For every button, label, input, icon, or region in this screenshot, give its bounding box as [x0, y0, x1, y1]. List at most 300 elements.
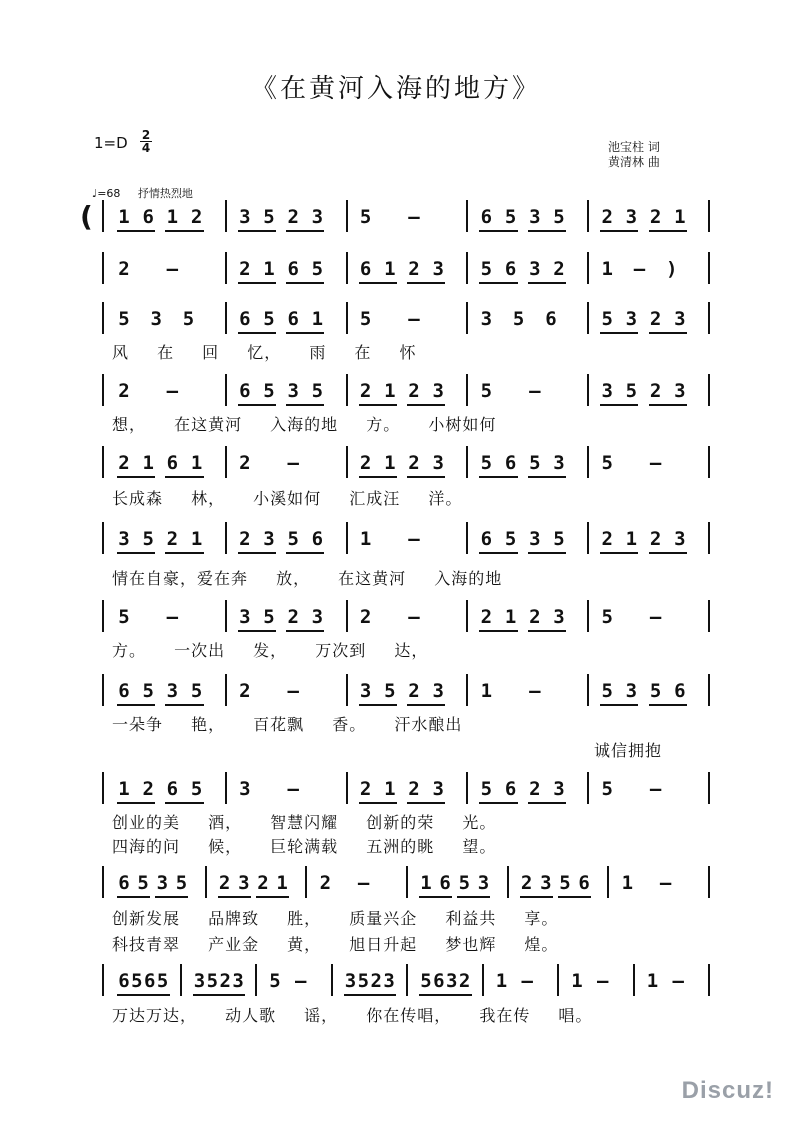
note: 2	[118, 258, 130, 280]
note: –	[287, 680, 299, 702]
note: 2	[529, 606, 541, 628]
bar-line	[346, 302, 348, 334]
note: 5	[529, 452, 541, 474]
score-row1	[0, 200, 792, 266]
beam	[528, 630, 566, 632]
bar-line	[102, 674, 104, 706]
note: 1	[384, 452, 396, 474]
bar-line	[466, 200, 468, 232]
beam	[479, 282, 517, 284]
lyric-line: 创新发展 品牌致 胜， 质量兴企 利益共 享。	[112, 909, 559, 928]
note: 3	[311, 606, 324, 628]
bar-line	[466, 374, 468, 406]
tempo-marking	[92, 185, 193, 201]
note: 3	[529, 258, 541, 280]
note: 1	[276, 872, 288, 894]
lyric-line: 创业的美 酒， 智慧闪耀 创新的荣 光。	[112, 813, 497, 832]
note: 2	[359, 452, 372, 474]
note: 6	[433, 970, 445, 992]
beam	[165, 476, 203, 478]
note: 1	[621, 872, 634, 894]
bar-line	[346, 772, 348, 804]
note: 3	[432, 258, 444, 280]
time-sig-top: 2	[141, 128, 151, 142]
note: 1	[384, 380, 396, 402]
note: 6	[504, 452, 517, 474]
lyric-line: 风 在 回 忆， 雨 在 怀	[112, 343, 417, 362]
bar-line	[225, 374, 227, 406]
note: 5	[420, 970, 432, 992]
bar-line	[708, 374, 710, 406]
beam	[407, 704, 445, 706]
note: 3	[674, 380, 686, 402]
composer: 黄清林 曲	[608, 155, 660, 169]
note: 2	[359, 778, 372, 800]
bar-line	[557, 964, 559, 996]
bar-line	[587, 446, 589, 478]
note: 3	[625, 308, 638, 330]
beam	[143, 994, 170, 996]
note: 3	[625, 680, 638, 702]
beam	[407, 476, 445, 478]
beam	[457, 896, 490, 898]
bar-line	[225, 772, 227, 804]
beam	[155, 896, 188, 898]
note: 2	[190, 206, 203, 228]
note: 6	[439, 872, 451, 894]
note: 5	[118, 308, 130, 330]
note: 2	[553, 258, 565, 280]
note: –	[408, 528, 420, 550]
note: 2	[408, 258, 420, 280]
note: 3	[432, 680, 444, 702]
bar-line	[102, 374, 104, 406]
beam	[238, 630, 276, 632]
note: 5	[357, 970, 370, 992]
beam	[407, 802, 445, 804]
beam	[419, 994, 446, 996]
beam	[165, 802, 203, 804]
note: 5	[559, 872, 571, 894]
note: –	[597, 970, 609, 992]
note: 2	[649, 528, 662, 550]
bar-line	[708, 866, 710, 898]
note: 1	[263, 258, 275, 280]
note: 6	[287, 308, 299, 330]
bar-line	[708, 772, 710, 804]
bar-line	[466, 446, 468, 478]
note: 2	[239, 680, 251, 702]
note: –	[408, 606, 420, 628]
bar-line	[708, 522, 710, 554]
bar-line	[102, 772, 104, 804]
note: 2	[520, 872, 533, 894]
note: 6	[504, 258, 517, 280]
note: 3	[529, 528, 541, 550]
note: 2	[166, 528, 179, 550]
beam	[117, 896, 150, 898]
note: 1	[118, 778, 130, 800]
note: 6	[142, 206, 154, 228]
beam	[359, 476, 397, 478]
note: 3	[166, 680, 179, 702]
open-paren: (	[80, 200, 93, 233]
bar-line	[587, 674, 589, 706]
beam	[117, 476, 155, 478]
note: 3	[118, 528, 130, 550]
song-title: 《在黄河入海的地方》	[250, 74, 541, 104]
note: 3	[150, 308, 162, 330]
note: 3	[553, 452, 565, 474]
note: 3	[625, 206, 638, 228]
bar-line	[406, 866, 408, 898]
beam	[649, 404, 687, 406]
note: 3	[238, 872, 250, 894]
note: 5	[131, 970, 143, 992]
bar-line	[225, 446, 227, 478]
beam	[359, 704, 397, 706]
note: –	[166, 380, 179, 402]
bar-line	[225, 674, 227, 706]
note: –	[649, 778, 662, 800]
note: 2	[239, 528, 251, 550]
beam	[238, 552, 276, 554]
note: 1	[384, 778, 396, 800]
bar-line	[633, 964, 635, 996]
note: 5	[384, 680, 396, 702]
note: 5	[601, 778, 613, 800]
note: 3	[311, 206, 324, 228]
bar-line	[708, 302, 710, 334]
note: 3	[432, 452, 444, 474]
note: 2	[649, 206, 662, 228]
note: 5	[480, 380, 493, 402]
bar-line	[205, 866, 207, 898]
note: 5	[156, 970, 169, 992]
note: 6	[239, 308, 251, 330]
beam	[286, 404, 324, 406]
note: 2	[118, 380, 130, 402]
note: –	[166, 606, 179, 628]
note: 2	[287, 606, 299, 628]
beam	[238, 404, 276, 406]
beam	[218, 994, 245, 996]
beam	[479, 552, 517, 554]
bar-line	[466, 772, 468, 804]
bar-line	[225, 200, 227, 232]
note: 6	[480, 206, 493, 228]
note: 2	[408, 452, 420, 474]
expression-marking: 抒情热烈地	[137, 187, 193, 200]
beam	[407, 282, 445, 284]
beam	[359, 404, 397, 406]
note: 1	[359, 528, 372, 550]
lyric-line: 万达万达， 动人歌 谣， 你在传唱， 我在传 唱。	[112, 1006, 593, 1025]
note: 5	[601, 680, 613, 702]
lyric-line: 科技青翠 产业金 黄， 旭日升起 梦也辉 煌。	[112, 935, 559, 954]
note: 2	[219, 970, 231, 992]
note: 1	[571, 970, 583, 992]
note: 2	[239, 258, 251, 280]
note: 5	[359, 206, 372, 228]
note: –	[408, 206, 420, 228]
note: 1	[142, 452, 154, 474]
beam	[528, 476, 566, 478]
beam	[407, 404, 445, 406]
beam	[600, 332, 638, 334]
lyric-line: 方。 一次出 发， 万次到 达，	[112, 641, 429, 660]
bar-line	[346, 200, 348, 232]
bar-line	[708, 446, 710, 478]
note: –	[287, 778, 299, 800]
note: 5	[601, 606, 613, 628]
beam	[558, 896, 591, 898]
note: 5	[142, 528, 154, 550]
bar-line	[102, 252, 104, 284]
bar-line	[587, 252, 589, 284]
note: 6	[480, 528, 493, 550]
note: 2	[359, 380, 372, 402]
bar-line	[587, 522, 589, 554]
note: 6	[118, 970, 130, 992]
bar-line	[708, 200, 710, 232]
note: 1	[495, 970, 508, 992]
beam	[117, 994, 144, 996]
note: 2	[649, 308, 662, 330]
note: 5	[480, 452, 493, 474]
note: 1	[166, 206, 179, 228]
note: –	[649, 452, 662, 474]
beam	[286, 552, 324, 554]
note: –	[166, 258, 179, 280]
note: 5	[190, 680, 203, 702]
bar-line	[180, 964, 182, 996]
note: 3	[477, 872, 490, 894]
beam	[256, 896, 289, 898]
note: 2	[601, 528, 613, 550]
bar-line	[466, 252, 468, 284]
note: 5	[206, 970, 219, 992]
note: 2	[118, 452, 130, 474]
note: 1	[601, 258, 613, 280]
note: 5	[118, 606, 130, 628]
bar-line	[225, 252, 227, 284]
note: –	[633, 258, 646, 280]
note: –	[672, 970, 684, 992]
time-signature	[140, 129, 152, 154]
beam	[419, 896, 452, 898]
note: 6	[674, 680, 686, 702]
note: 5	[601, 452, 613, 474]
beam	[445, 994, 472, 996]
note: 3	[359, 680, 372, 702]
beam	[238, 332, 276, 334]
note: 2	[408, 680, 420, 702]
note: –	[659, 872, 672, 894]
beam	[165, 704, 203, 706]
note: 3	[432, 778, 444, 800]
beam	[218, 896, 251, 898]
bar-line	[587, 200, 589, 232]
note: –	[529, 680, 541, 702]
note: 6	[578, 872, 590, 894]
beam	[600, 704, 638, 706]
note: 5	[480, 258, 493, 280]
credits	[608, 140, 660, 170]
beam	[600, 552, 638, 554]
note: 3	[239, 606, 251, 628]
lyric-line: 想， 在这黄河 入海的地 方。 小树如何	[112, 415, 497, 434]
beam	[238, 282, 276, 284]
beam	[117, 552, 155, 554]
note: 2	[480, 606, 493, 628]
note: 3	[540, 872, 552, 894]
beam	[479, 476, 517, 478]
beam	[238, 230, 276, 232]
bar-line	[466, 674, 468, 706]
bar-line	[466, 522, 468, 554]
note: 5	[512, 308, 525, 330]
note: 3	[446, 970, 458, 992]
note: 2	[142, 778, 154, 800]
note: 2	[257, 872, 269, 894]
note: 3	[263, 528, 275, 550]
note: 5	[269, 970, 281, 992]
lyric-line: 情在自豪，爱在奔 放， 在这黄河 入海的地	[112, 569, 503, 588]
note: 2	[218, 872, 231, 894]
note: 5	[601, 308, 613, 330]
bar-line	[587, 302, 589, 334]
bar-line	[305, 866, 307, 898]
note: 2	[239, 452, 251, 474]
note: 1	[311, 308, 324, 330]
beam	[286, 332, 324, 334]
note: 2	[601, 206, 613, 228]
bar-line	[225, 600, 227, 632]
note: 2	[370, 970, 382, 992]
note: 2	[458, 970, 471, 992]
note: –	[408, 308, 420, 330]
note: 1	[625, 528, 638, 550]
lyric-line: 一朵争 艳， 百花飘 香。 汗水酿出	[112, 715, 463, 734]
tempo-value: ♩=68	[92, 187, 121, 200]
lyric-line: 长成森 林， 小溪如何 汇成汪 洋。	[112, 489, 463, 508]
note: 6	[144, 970, 156, 992]
bar-line	[708, 252, 710, 284]
note: 3	[344, 970, 357, 992]
note: 3	[553, 606, 565, 628]
bar-line	[346, 374, 348, 406]
bar-line	[346, 252, 348, 284]
note: 3	[432, 380, 444, 402]
note: –	[295, 970, 307, 992]
note: 1	[420, 872, 432, 894]
bar-line	[102, 302, 104, 334]
beam	[286, 630, 324, 632]
note: 3	[383, 970, 395, 992]
beam	[649, 332, 687, 334]
note: 5	[190, 778, 203, 800]
watermark-logo: Discuz!	[681, 1077, 774, 1104]
beam	[649, 230, 687, 232]
note: 1	[384, 258, 396, 280]
bar-line	[102, 600, 104, 632]
note: 3	[480, 308, 493, 330]
note: 6	[239, 380, 251, 402]
note: 1	[190, 452, 203, 474]
beam	[286, 282, 324, 284]
note: 3	[239, 206, 251, 228]
bar-line	[255, 964, 257, 996]
note: 3	[674, 528, 686, 550]
bar-line	[225, 302, 227, 334]
beam	[117, 230, 155, 232]
note: 6	[118, 872, 130, 894]
note: –	[357, 872, 370, 894]
note: 3	[553, 778, 565, 800]
time-sig-bottom: 4	[141, 141, 151, 155]
note: 5	[182, 308, 195, 330]
beam	[528, 552, 566, 554]
note: –	[287, 452, 299, 474]
note: 5	[625, 380, 638, 402]
beam	[479, 230, 517, 232]
bar-line	[708, 600, 710, 632]
bar-line	[102, 522, 104, 554]
beam	[193, 994, 220, 996]
key-signature: 1=D	[94, 134, 128, 152]
note: 6	[311, 528, 324, 550]
note: 6	[287, 258, 299, 280]
beam	[286, 230, 324, 232]
note: 3	[674, 308, 686, 330]
bar-line	[346, 522, 348, 554]
bar-line	[708, 964, 710, 996]
bar-line	[331, 964, 333, 996]
note: 6	[118, 680, 130, 702]
note: 5	[480, 778, 493, 800]
note: 5	[553, 206, 565, 228]
beam	[649, 552, 687, 554]
note: 5	[504, 206, 517, 228]
note: 1	[190, 528, 203, 550]
beam	[528, 282, 566, 284]
note: 6	[545, 308, 557, 330]
lyric-line: 四海的问 候， 巨轮满载 五洲的眺 望。	[112, 837, 497, 856]
note: 5	[649, 680, 662, 702]
note: 1	[480, 680, 493, 702]
bar-line	[102, 964, 104, 996]
note: 5	[263, 380, 275, 402]
note: –	[521, 970, 533, 992]
note: 5	[311, 258, 324, 280]
note: 3	[239, 778, 251, 800]
note: 6	[166, 778, 179, 800]
note: 3	[529, 206, 541, 228]
bar-line	[607, 866, 609, 898]
beam	[359, 802, 397, 804]
note: 1	[646, 970, 659, 992]
beam	[369, 994, 396, 996]
bar-line	[507, 866, 509, 898]
note: 6	[166, 452, 179, 474]
bar-line	[587, 600, 589, 632]
bar-line	[466, 302, 468, 334]
beam	[117, 802, 155, 804]
bar-line	[406, 964, 408, 996]
bar-line	[346, 446, 348, 478]
note: 5	[504, 528, 517, 550]
